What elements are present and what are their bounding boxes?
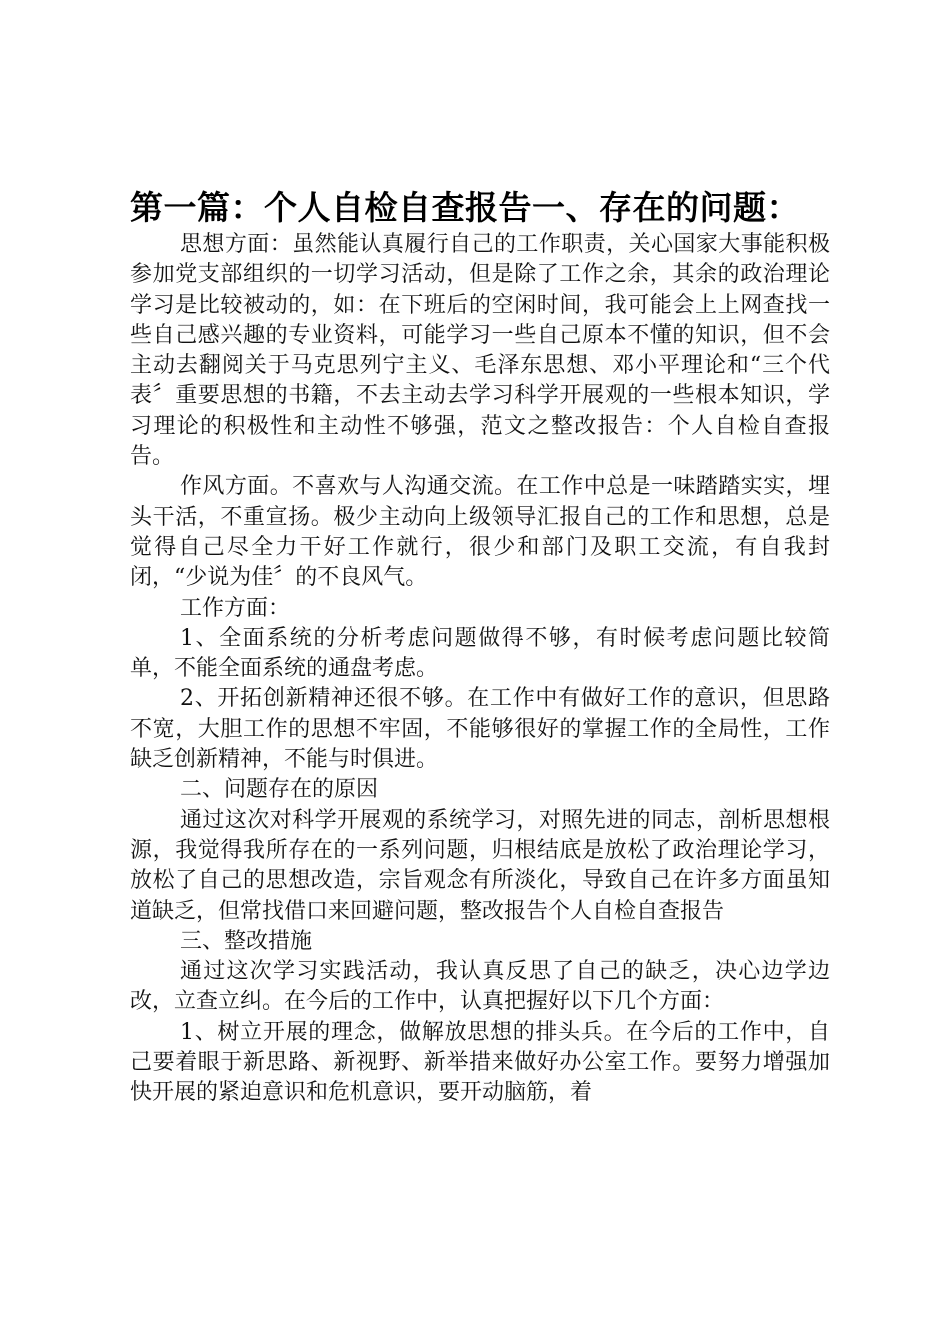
paragraph-work-item-1: 1、全面系统的分析考虑问题做得不够，有时候考虑问题比较简单，不能全面系统的通盘考虑。 — [130, 625, 830, 682]
paragraph-work-item-2: 2、开拓创新精神还很不够。在工作中有做好工作的意识，但思路不宽，大胆工作的思想不牢固，不能够很好的掌握工作的全局性，工作缺乏创新精神，不能与时俱进。 — [130, 686, 830, 773]
paragraph-thought: 思想方面：虽然能认真履行自己的工作职责，关心国家大事能积极参加党支部组织的一切学习活动，但是除了工作之余，其余的政治理论学习是比较被动的，如：在下班后的空闲时间，我可能会上上网查找一些自己感兴趣的专业资料，可能学习一些自己原本不懂的知识，但不会主动去翻阅关于马克思列宁主义、毛泽东思想、邓小平理论和“三个代表〞重要思想的书籍，不去主动去学习科学开展观的一些根本知识，学习理论的积极性和主动性不够强，范文之整改报告：个人自检自查报告。 — [130, 232, 830, 470]
paragraph-work-heading: 工作方面： — [180, 595, 291, 621]
paragraph-causes: 通过这次对科学开展观的系统学习，对照先进的同志，剖析思想根源，我觉得我所存在的一系列问题，归根结底是放松了政治理论学习，放松了自己的思想改造，宗旨观念有所淡化，导致自己在许多方面虽知道缺乏，但常找借口来回避问题，整改报告个人自检自查报告 — [130, 807, 830, 924]
document-body — [130, 230, 830, 1109]
section-heading-measures: 三、整改措施 — [180, 928, 313, 954]
paragraph-measures-intro: 通过这次学习实践活动，我认真反思了自己的缺乏，决心边学边改，立查立纠。在今后的工作中，认真把握好以下几个方面： — [130, 959, 830, 1015]
paragraph-measure-1: 1、树立开展的理念，做解放思想的排头兵。在今后的工作中，自己要着眼于新思路、新视野、新举措来做好办公室工作。要努力增强加快开展的紧迫意识和危机意识，要开动脑筋，着 — [130, 1019, 830, 1106]
paragraph-style: 作风方面。不喜欢与人沟通交流。在工作中总是一味踏踏实实，埋头干活，不重宣扬。极少主动向上级领导汇报自己的工作和思想，总是觉得自己尽全力干好工作就行，很少和部门及职工交流，有自我封闭，“少说为佳〞的不良风气。 — [130, 474, 830, 591]
document-title: 第一篇：个人自检自查报告一、存在的问题： — [130, 188, 800, 227]
section-heading-causes: 二、问题存在的原因 — [180, 777, 379, 803]
